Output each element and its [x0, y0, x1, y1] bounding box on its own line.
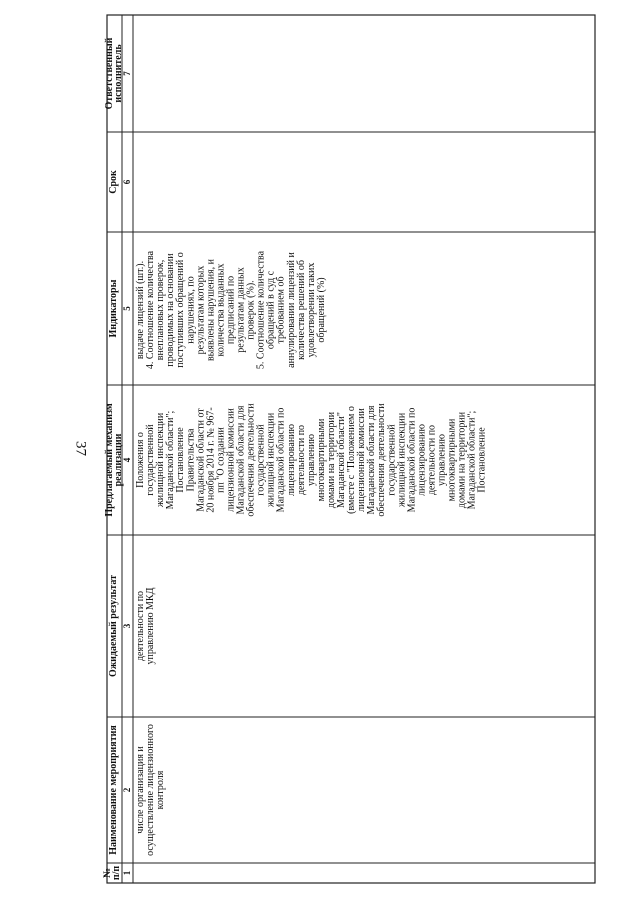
cell-line: Магаданской области для [366, 405, 378, 515]
cell-line: Магаданской области"; [165, 410, 177, 510]
cell-line: проводимых на основании [165, 253, 177, 367]
cell-line: выдаче лицензий (шт.). [135, 260, 146, 360]
cell-line: 20 ноября 2014 г. № 967- [205, 407, 217, 513]
cell-line: удовлетворении таких [305, 262, 317, 358]
cell-line: нарушениях, по [185, 276, 197, 344]
cell-line: Постановление [476, 427, 488, 493]
cell-line: лицензированию [285, 424, 297, 496]
cell-line: деятельности по [295, 424, 307, 496]
column-number: 7 [122, 71, 132, 76]
cell-line: Магаданской области"; [466, 410, 478, 510]
cell-line: Магаданской области по [406, 407, 418, 513]
header-cell: Ожидаемый результат [108, 574, 119, 678]
cell-line: государственной [145, 424, 157, 496]
cell-line: Магаданской области от [195, 408, 207, 512]
cell-line: поступивших обращений о [175, 252, 187, 368]
cell-line: проверок (%). [245, 280, 257, 340]
cell-line: обращений в суд с [265, 270, 277, 350]
header-cell: Срок [108, 170, 119, 194]
cell-line: многоквартирными [315, 418, 327, 502]
column-number: 3 [122, 623, 132, 629]
column-number: 2 [122, 787, 132, 793]
header-cell: Наименование мероприятия [108, 725, 119, 855]
cell-line: Магаданской области по [275, 407, 287, 513]
cell-line: аннулировании лицензий и [285, 252, 297, 368]
cell-line: жилищной инспекции [265, 412, 277, 508]
header-cell: исполнитель [113, 44, 124, 103]
header-cell: № [102, 867, 113, 879]
cell-line: управлению [436, 434, 448, 486]
cell-line: (вместе с "Положением о [346, 406, 358, 514]
cell-line: лицензионной комиссии [225, 408, 237, 512]
cell-line: контроля [155, 770, 167, 810]
page-number: 37 [72, 441, 89, 456]
cell-line: управлению [305, 434, 317, 486]
header-cell: реализации [113, 433, 124, 487]
cell-line: жилищной инспекции [396, 412, 408, 508]
cell-line: обеспечения деятельности [245, 403, 257, 517]
cell-line: пп "О создании [215, 427, 227, 493]
cell-line: числе организация и [135, 746, 146, 834]
cell-line: количества решений об [295, 260, 307, 360]
cell-line: многоквартирными [446, 418, 458, 502]
cell-line: 5. Соотношение количества [255, 250, 267, 370]
header-cell: Предлагаемый механизм [104, 403, 115, 517]
cell-line: государственной [386, 424, 398, 496]
cell-line: Правительства [185, 428, 197, 492]
cell-line: домами на территории [456, 411, 468, 509]
cell-line: Положения о [135, 432, 146, 488]
cell-line: обращений (%) [315, 277, 327, 343]
cell-line: деятельности по [426, 424, 438, 496]
column-number: 4 [122, 457, 132, 463]
cell-line: результатам данных [235, 267, 247, 353]
cell-line: выявлены нарушения, и [205, 258, 217, 362]
cell-line: Магаданской области для [235, 405, 247, 515]
cell-line: управлению МКД [145, 587, 157, 665]
column-number: 6 [122, 179, 132, 185]
cell-line: домами на территории [325, 411, 337, 509]
cell-line: обеспечения деятельности [376, 403, 388, 517]
cell-line: лицензированию [416, 424, 428, 496]
column-number: 5 [122, 306, 132, 311]
header-cell: Индикаторы [108, 279, 119, 338]
cell-line: требованием об [275, 276, 287, 344]
cell-line: деятельности по [135, 590, 146, 662]
header-cell: п/п [111, 865, 122, 881]
cell-line: 4. Соотношение количества [145, 250, 157, 370]
cell-line: Магаданской области" [336, 412, 347, 508]
header-cell: Ответственный [104, 37, 115, 110]
cell-line: Постановление [175, 427, 187, 493]
cell-line: жилищной инспекции [155, 412, 167, 508]
cell-line: государственной [255, 424, 267, 496]
cell-line: результатам которых [195, 265, 207, 355]
cell-line: осуществление лицензионного [145, 724, 157, 856]
cell-line: лицензионной комиссии [356, 408, 368, 512]
cell-line: внеплановых проверок, [155, 259, 167, 361]
cell-line: количества выданных [215, 263, 227, 357]
column-number: 1 [122, 870, 132, 876]
cell-line: предписаний по [225, 275, 237, 345]
